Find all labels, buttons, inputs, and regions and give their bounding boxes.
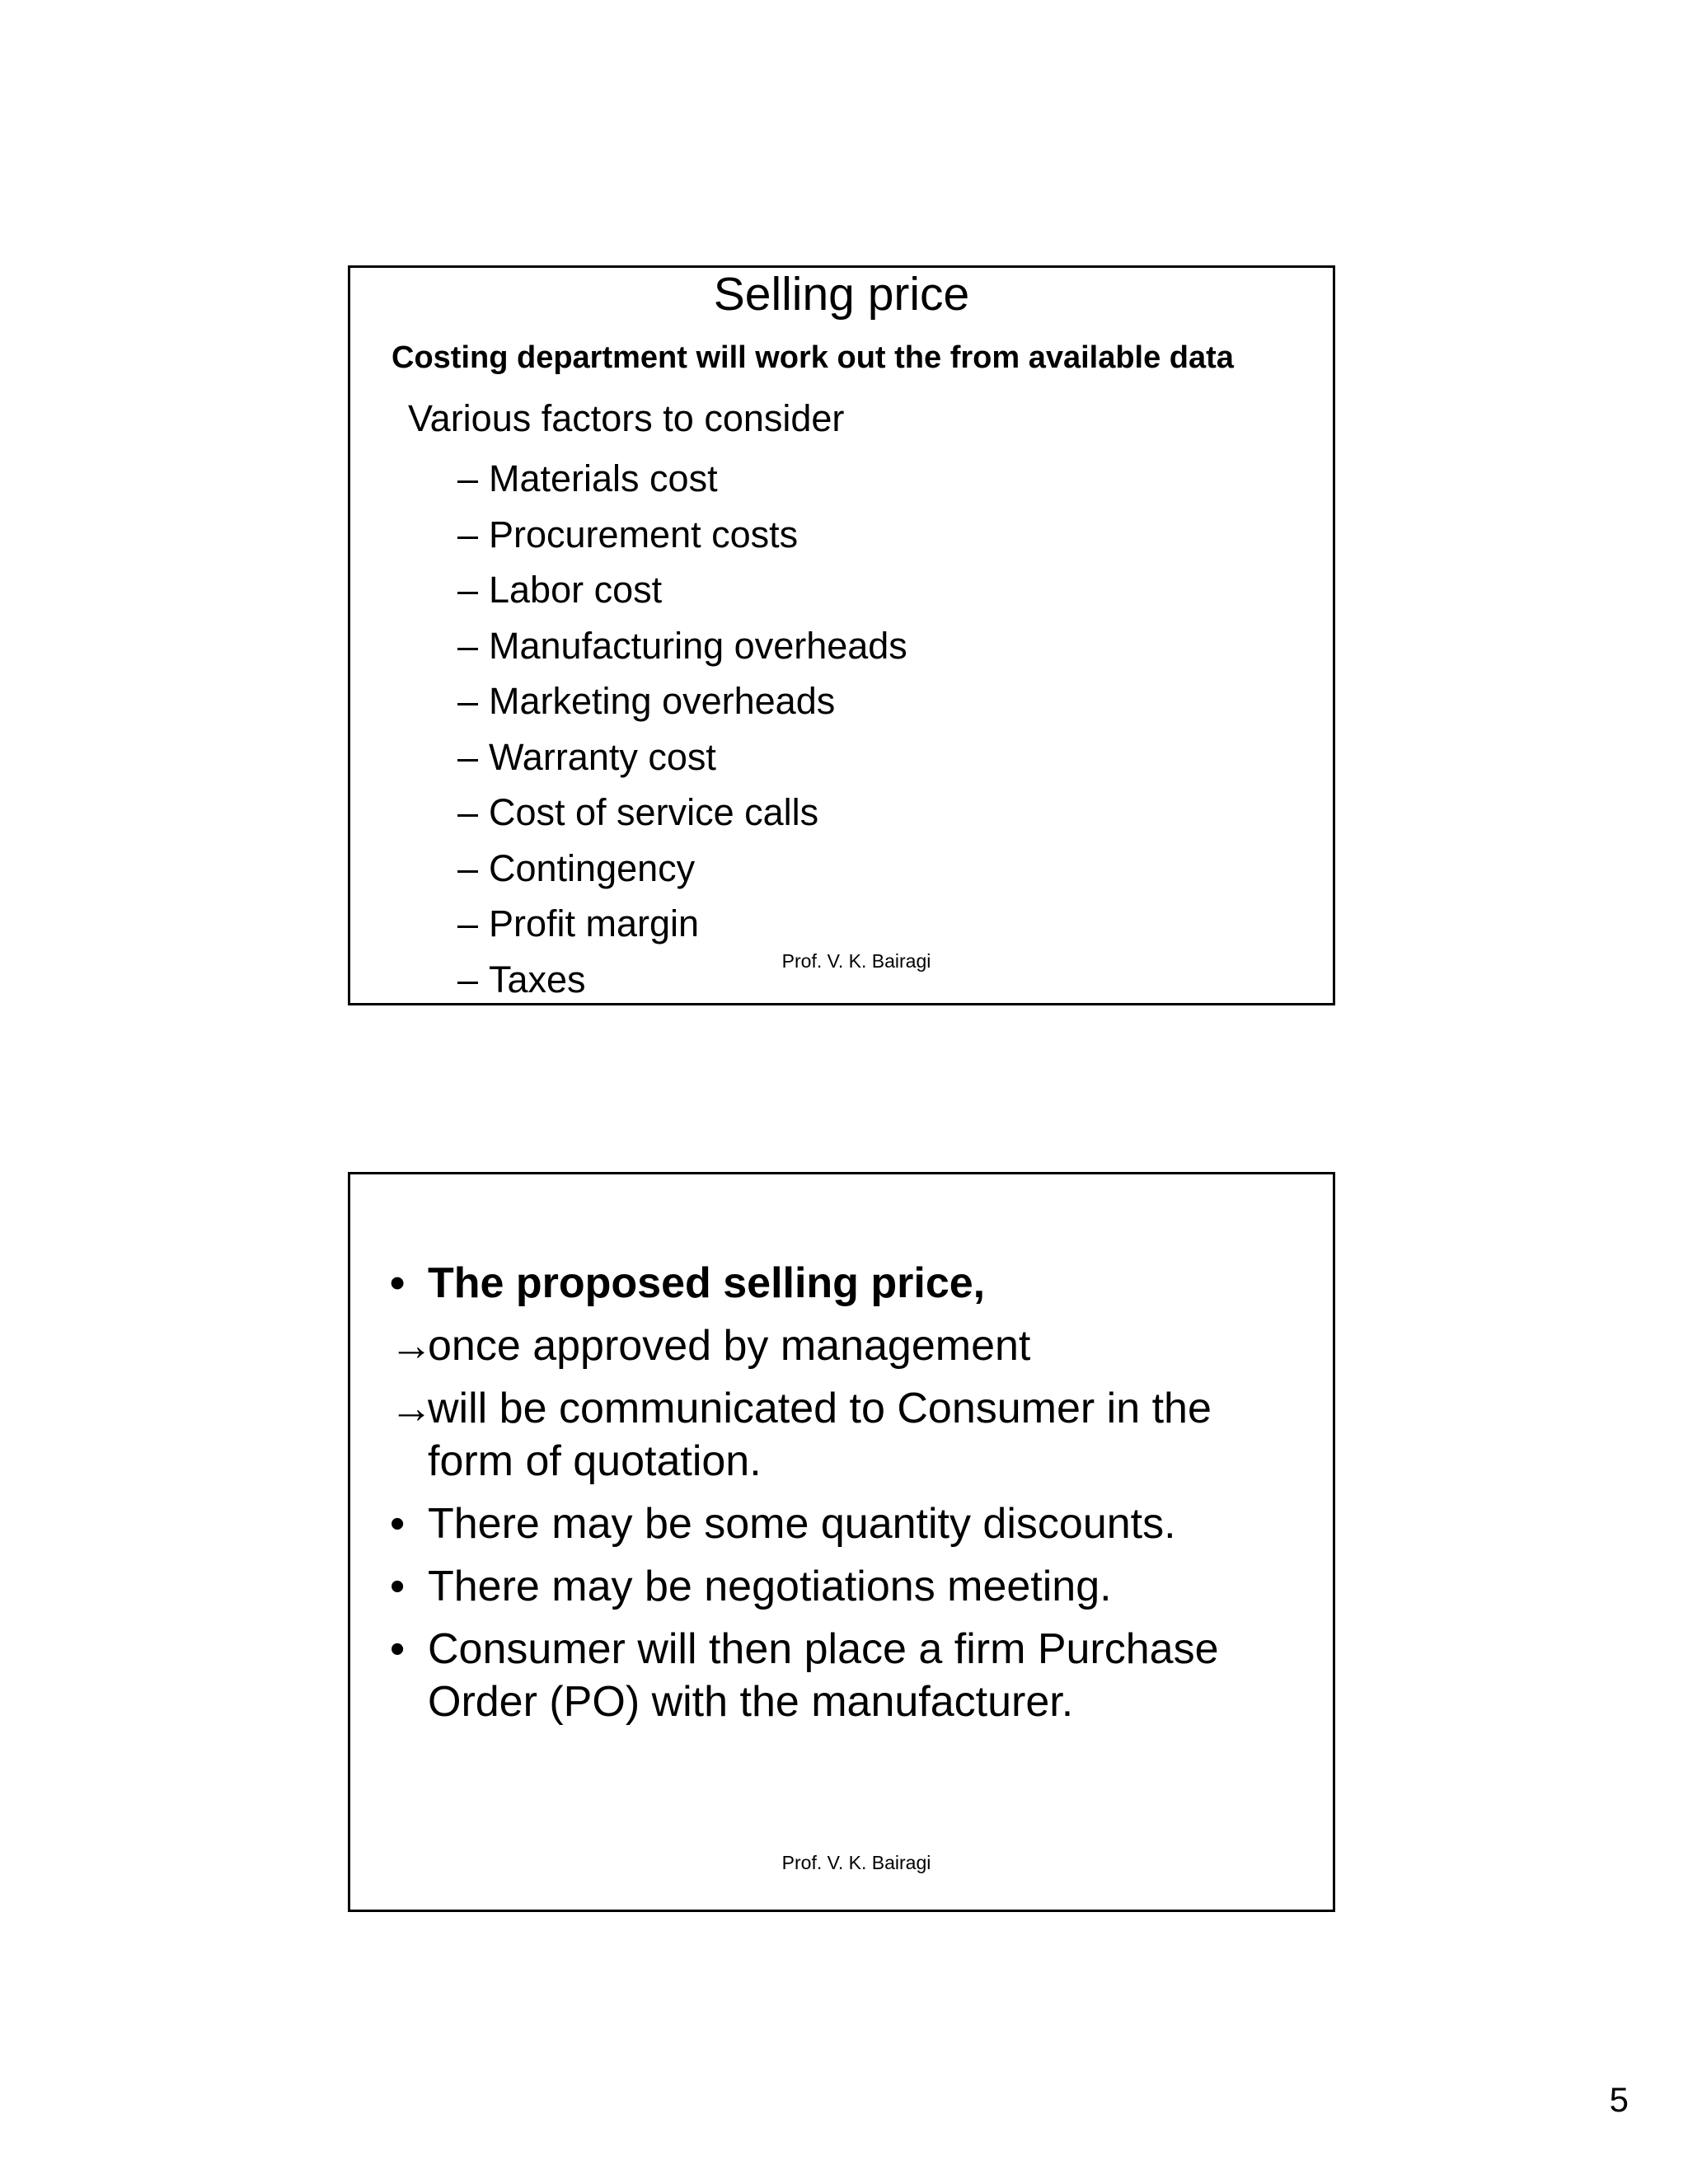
dash-bullet: – [457, 624, 479, 667]
list-item [457, 729, 907, 785]
point-text: There may be negotiations meeting. [428, 1563, 1112, 1610]
bullet-marker: • [390, 1625, 406, 1673]
point-text: There may be some quantity discounts. [428, 1500, 1176, 1548]
dash-bullet: – [457, 569, 479, 611]
list-item [457, 896, 907, 952]
factor-label: Profit margin [489, 902, 700, 944]
slide-title: Selling price [713, 268, 970, 321]
list-item [390, 1257, 1305, 1310]
bullet-marker: • [390, 1259, 406, 1307]
slide-footer-author: Prof. V. K. Bairagi [781, 950, 931, 972]
slide-selling-price [348, 265, 1335, 1005]
factor-label: Manufacturing overheads [489, 624, 907, 667]
list-item [390, 1319, 1305, 1372]
list-item [390, 1497, 1305, 1550]
point-text: once approved by management [428, 1322, 1031, 1370]
dash-bullet: – [457, 846, 479, 889]
factor-label: Marketing overheads [489, 680, 836, 722]
dash-bullet: – [457, 680, 479, 722]
dash-bullet: – [457, 735, 479, 778]
point-text: will be communicated to Consumer in the form of quotation. [428, 1385, 1212, 1485]
list-item [457, 451, 907, 507]
slide-footer-author: Prof. V. K. Bairagi [781, 1852, 931, 1873]
dash-bullet: – [457, 791, 479, 833]
bullet-marker: • [390, 1563, 406, 1610]
bullet-points [390, 1257, 1305, 1738]
list-item [457, 841, 907, 897]
page-number: 5 [1609, 2080, 1629, 2119]
list-item [457, 618, 907, 674]
arrow-icon: → [390, 1322, 433, 1370]
factor-label: Contingency [489, 846, 696, 889]
slide-proposed-price [348, 1172, 1335, 1912]
list-item [390, 1623, 1305, 1728]
arrow-icon: → [390, 1385, 433, 1432]
list-item [390, 1560, 1305, 1613]
bullet-marker: • [390, 1500, 406, 1548]
factor-label: Warranty cost [489, 735, 716, 778]
factor-label: Procurement costs [489, 513, 799, 555]
dash-bullet: – [457, 513, 479, 555]
point-text: The proposed selling price, [428, 1259, 986, 1307]
dash-bullet: – [457, 902, 479, 944]
factor-label: Materials cost [489, 457, 718, 499]
dash-bullet: – [457, 958, 479, 1001]
factor-list [457, 451, 907, 1007]
list-item [457, 673, 907, 729]
list-item [457, 562, 907, 618]
point-text: Consumer will then place a firm Purchase Order (PO) with the manufacturer. [428, 1625, 1219, 1726]
list-item [390, 1382, 1305, 1488]
list-item [457, 785, 907, 841]
factor-label: Cost of service calls [489, 791, 819, 833]
factor-label: Taxes [489, 958, 586, 1001]
factor-label: Labor cost [489, 569, 663, 611]
slide-subtitle: Costing department will work out the from available data [392, 340, 1234, 375]
dash-bullet: – [457, 457, 479, 499]
list-item [457, 507, 907, 563]
factors-heading: Various factors to consider [408, 397, 845, 439]
